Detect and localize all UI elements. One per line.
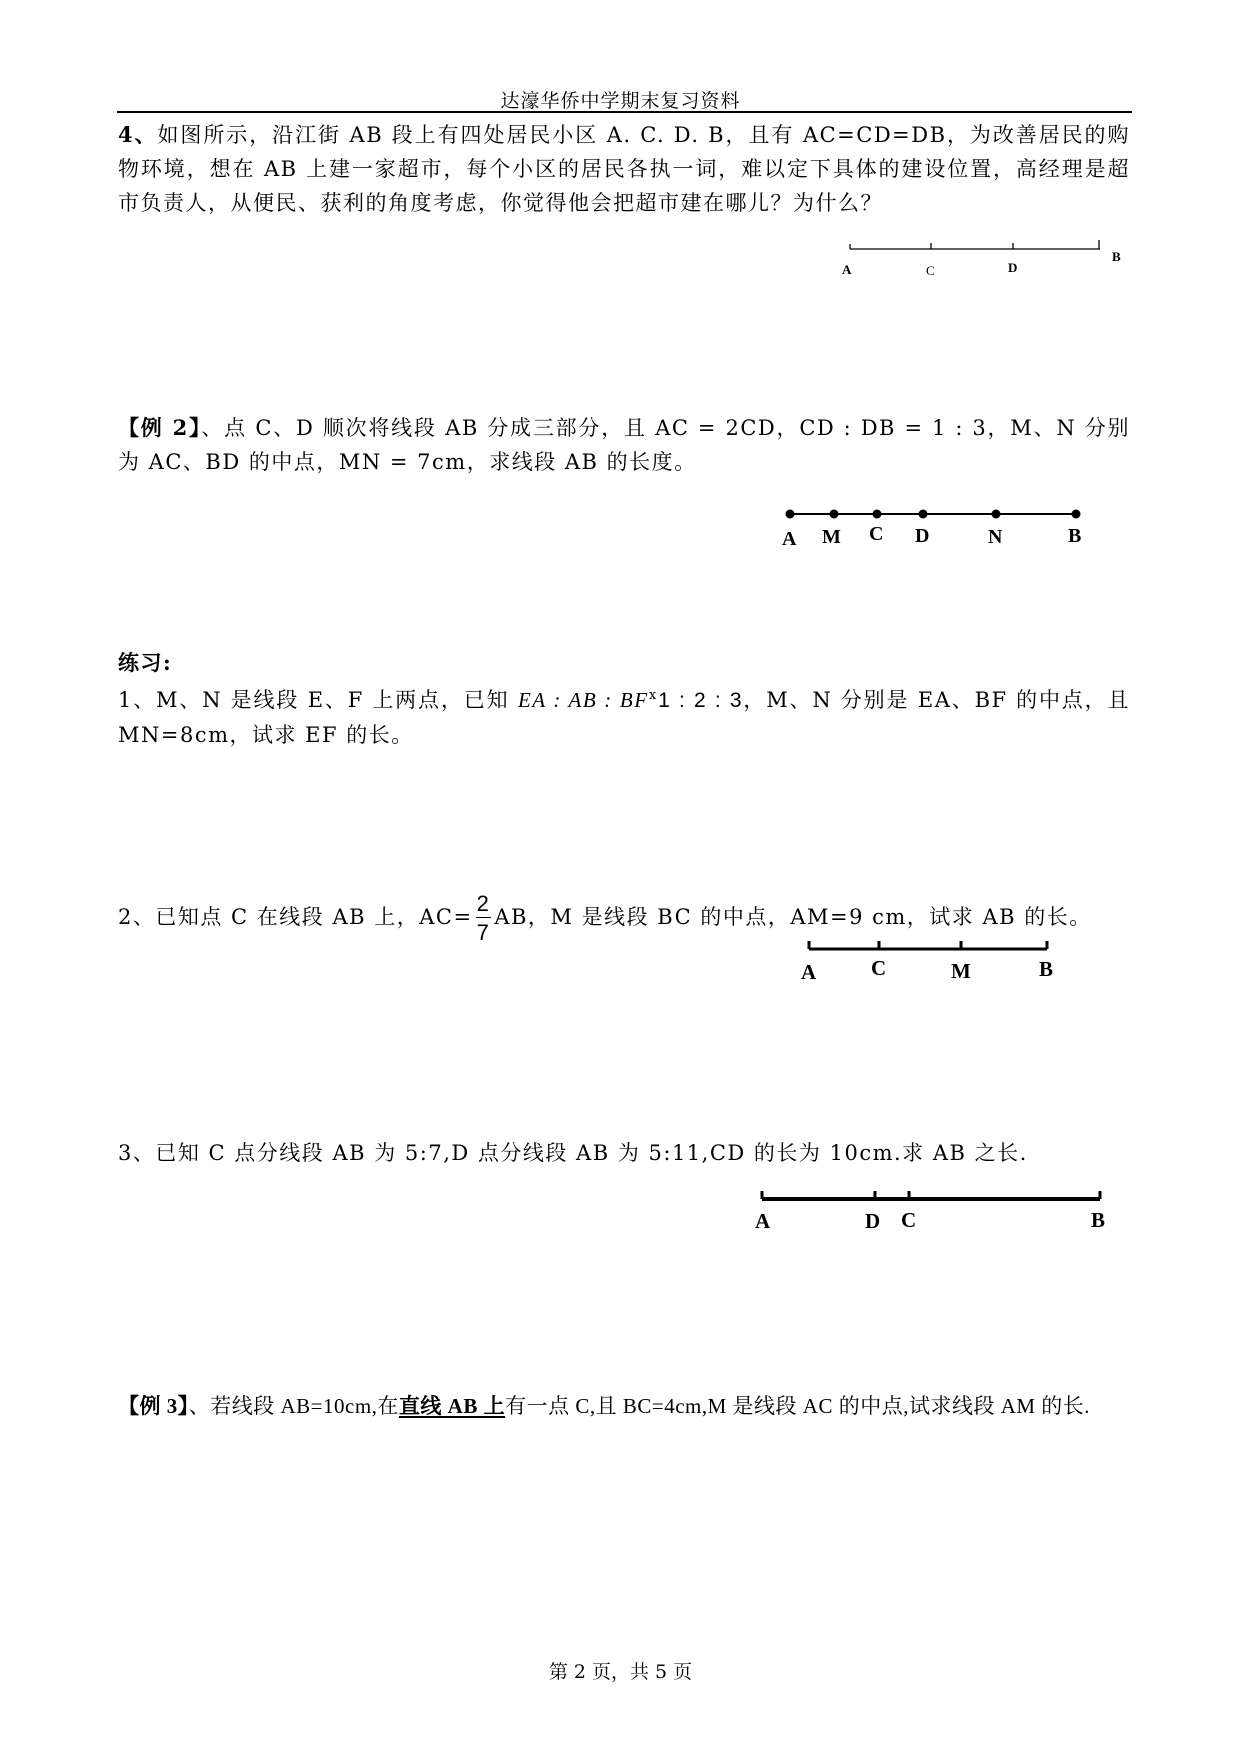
practice-1-glyph: ⅹ: [648, 688, 659, 703]
label-c: C: [869, 523, 884, 545]
point-d: [919, 510, 928, 519]
label-a: A: [782, 528, 797, 550]
point-m: [830, 510, 839, 519]
practice-1-suffix: ，M、N 分别是 EA、BF 的中点，且 MN=8cm，试求 EF 的长。: [118, 688, 1130, 747]
label-b: B: [1112, 249, 1121, 264]
practice-1: [118, 679, 1130, 752]
practice-1-prefix: 1、M、N 是线段 E、F 上两点，已知: [118, 688, 518, 712]
question-4: [118, 118, 1130, 220]
practice-1-math: EA : AB : BF: [517, 688, 649, 712]
example-3: [118, 1389, 1130, 1423]
label-d: D: [915, 525, 930, 547]
label-a: A: [801, 960, 817, 984]
label-c: C: [926, 263, 935, 278]
header-divider: [117, 111, 1132, 113]
point-n: [992, 510, 1001, 519]
example-3-post: 有一点 C,且 BC=4cm,M 是线段 AC 的中点,试求线段 AM 的长.: [505, 1394, 1091, 1418]
label-c: C: [901, 1208, 917, 1232]
practice-2-suffix: AB，M 是线段 BC 的中点，AM=9 cm，试求 AB 的长。: [494, 905, 1092, 929]
example-3-underlined: 直线 AB 上: [398, 1394, 506, 1418]
figure-p2-segment: [795, 935, 1065, 985]
practice-1-ratio: 1 : 2 : 3: [658, 689, 744, 712]
figure-ex2-segment: [778, 500, 1088, 550]
label-n: N: [988, 526, 1003, 548]
page-header-title: 达濠华侨中学期末复习资料: [500, 90, 741, 112]
figure-p3-segment: [748, 1185, 1118, 1235]
label-d: D: [1008, 260, 1018, 275]
page-number-footer: 第 2 页，共 5 页: [548, 1661, 693, 1683]
question-4-number: 4、: [118, 122, 158, 147]
label-m: M: [951, 959, 971, 983]
point-a: [786, 510, 795, 519]
label-a: A: [755, 1209, 771, 1233]
practice-3: 3、已知 C 点分线段 AB 为 5:7,D 点分线段 AB 为 5:11,CD 的长为 10cm.求 AB 之长.: [118, 1141, 1028, 1165]
fraction-numerator: 2: [476, 891, 491, 916]
example-2-tag: 【例 2】: [118, 415, 202, 440]
practice-2-fraction: [476, 893, 492, 944]
point-c: [873, 510, 882, 519]
label-d: D: [865, 1209, 881, 1233]
practice-2-prefix: 2、已知点 C 在线段 AB 上，AC=: [118, 905, 473, 929]
figure-q4-segment: [830, 235, 1140, 285]
question-4-text: 如图所示，沿江街 AB 段上有四处居民小区 A. C. D. B，且有 AC=CD=DB，为改善居民的购物环境，想在 AB 上建一家超市，每个小区的居民各执一词，难以定下具体的建设位置，高经理是超市负责人，从便民、获利的角度考虑，你觉得他会把超市建在哪儿？为什么？: [118, 123, 1130, 215]
label-c: C: [871, 956, 887, 980]
label-b: B: [1039, 957, 1054, 981]
label-b: B: [1068, 525, 1082, 547]
example-3-pre: 、若线段 AB=10cm,在: [188, 1394, 399, 1418]
label-a: A: [842, 262, 852, 277]
example-2: [118, 411, 1130, 479]
fraction-denominator: 7: [476, 920, 491, 945]
example-2-text: 、点 C、D 顺次将线段 AB 分成三部分，且 AC = 2CD，CD : DB = 1 : 3，M、N 分别为 AC、BD 的中点，MN = 7cm，求线段 AB 的长度。: [118, 416, 1130, 474]
label-b: B: [1091, 1208, 1106, 1232]
point-b: [1072, 510, 1081, 519]
practice-heading: 练习:: [118, 650, 173, 675]
label-m: M: [822, 526, 841, 548]
example-3-tag: 【例 3】: [118, 1394, 189, 1418]
